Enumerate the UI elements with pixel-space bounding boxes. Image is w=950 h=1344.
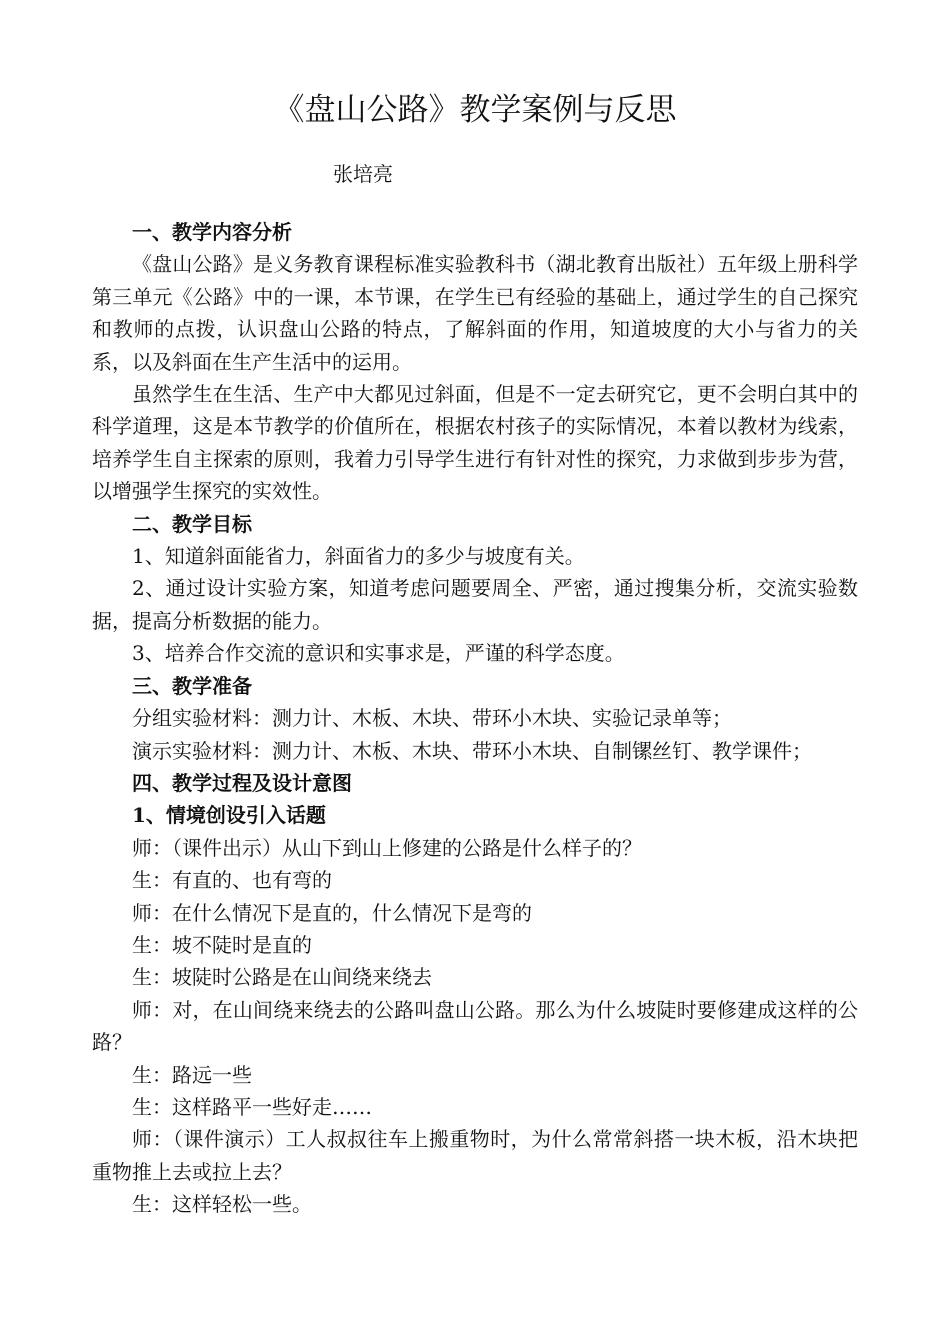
document-body (92, 216, 858, 1221)
paragraph-content-analysis-2: 虽然学生在生活、生产中大都见过斜面，但是不一定去研究它，更不会明白其中的科学道理，这是本节教学的价值所在，根据农村孩子的实际情况，本着以教材为线索，培养学生自主探索的原则，我着力引导学生进行有针对性的探究，力求做到步步为营，以增强学生探究的实效性。 (92, 382, 858, 504)
dialogue-line: 生：有直的、也有弯的 (132, 868, 332, 893)
goal-item-3: 3、培养合作交流的意识和实事求是，严谨的科学态度。 (132, 641, 625, 666)
section-heading-teaching-goals: 二、教学目标 (132, 511, 252, 536)
dialogue-line: 师：在什么情况下是直的，什么情况下是弯的 (132, 900, 532, 925)
materials-group: 分组实验材料：测力计、木板、木块、带环小木块、实验记录单等； (132, 706, 732, 731)
section-heading-content-analysis: 一、教学内容分析 (132, 220, 292, 244)
goal-item-2: 2、通过设计实验方案，知道考虑问题要周全、严密，通过搜集分析，交流实验数据，提高分析数据的能力。 (92, 576, 858, 633)
section-heading-preparation: 三、教学准备 (132, 673, 252, 698)
dialogue-line: 生：坡不陡时是直的 (132, 932, 312, 957)
paragraph-content-analysis-1: 《盘山公路》是义务教育课程标准实验教科书（湖北教育出版社）五年级上册科学第三单元《公路》中的一课，本节课，在学生已有经验的基础上，通过学生的自己探究和教师的点拨，认识盘山公路的特点，了解斜面的作用，知道坡度的大小与省力的关系，以及斜面在生产生活中的运用。 (92, 252, 858, 374)
dialogue-line: 师：对，在山间绕来绕去的公路叫盘山公路。那么为什么坡陡时要修建成这样的公路？ (92, 997, 858, 1055)
document-title: 《盘山公路》教学案例与反思 (273, 92, 677, 128)
dialogue-line: 生：这样轻松一些。 (132, 1192, 312, 1217)
section-heading-teaching-process: 四、教学过程及设计意图 (132, 770, 352, 795)
goal-item-1: 1、知道斜面能省力，斜面省力的多少与坡度有关。 (132, 544, 585, 569)
subsection-heading-situation: 1、情境创设引入话题 (132, 803, 326, 828)
dialogue-line: 师：（课件演示）工人叔叔往车上搬重物时，为什么常常斜搭一块木板，沿木块把重物推上去或拉上去？ (92, 1127, 858, 1184)
dialogue-line: 生：坡陡时公路是在山间绕来绕去 (132, 965, 432, 990)
dialogue-line: 师：（课件出示）从山下到山上修建的公路是什么样子的？ (132, 835, 642, 860)
materials-demo: 演示实验材料：测力计、木板、木块、带环小木块、自制镙丝钉、教学课件； (132, 738, 812, 763)
author-name: 张培亮 (333, 162, 393, 186)
dialogue-line: 生：这样路平一些好走…… (132, 1094, 372, 1119)
dialogue-line: 生：路远一些 (132, 1062, 252, 1087)
